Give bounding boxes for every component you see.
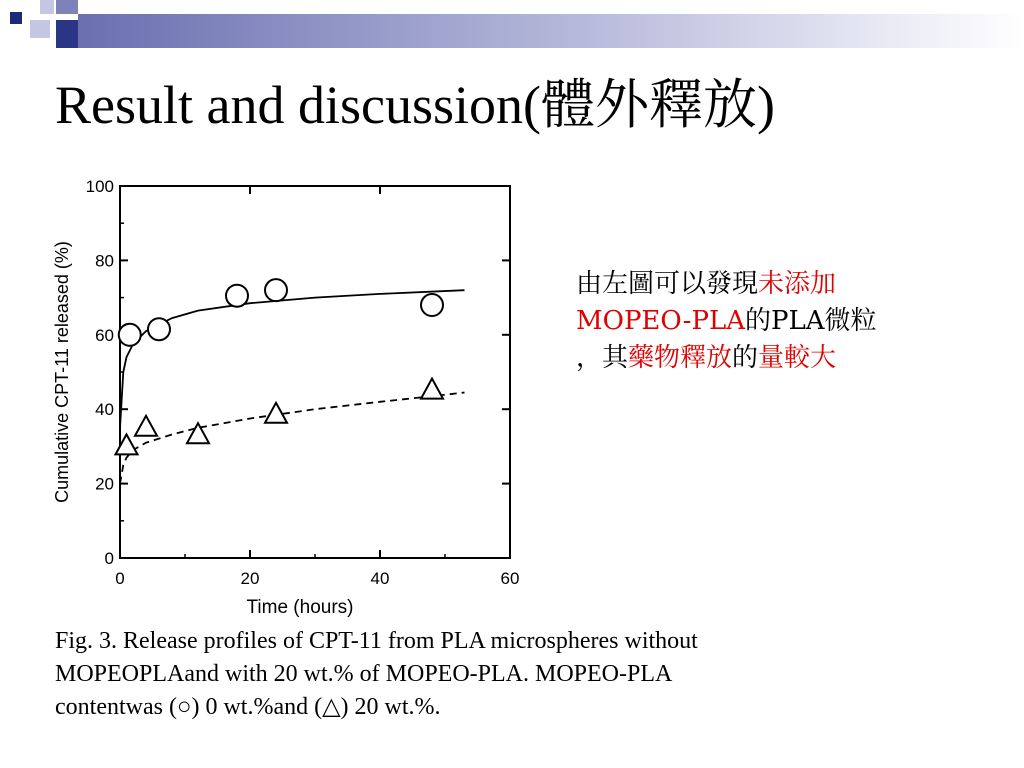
caption-line-1: Fig. 3. Release profiles of CPT-11 from PLA microspheres without [55, 628, 698, 654]
y-tick-label: 0 [104, 549, 114, 568]
header-gradient-bar [78, 14, 1024, 48]
note-highlight: 未添加 [758, 269, 837, 299]
y-tick-label: 40 [95, 400, 114, 420]
note-highlight: 藥物釋放 [628, 343, 733, 373]
note-text: 的PLA微粒 [745, 306, 877, 336]
y-tick-label: 80 [95, 251, 114, 271]
release-profile-chart [50, 168, 530, 628]
circle-data-point [119, 324, 141, 346]
circle-series-fit-line [120, 290, 465, 428]
caption-line-2: MOPEOPLAand with 20 wt.% of MOPEO-PLA. MOPEO-PLA [55, 661, 673, 687]
caption-line-3: contentwas (○) 0 wt.%and (△) 20 wt.%. [55, 694, 441, 720]
y-tick-label: 60 [95, 325, 114, 345]
y-tick-label: 20 [95, 474, 114, 494]
circle-data-point [226, 285, 248, 307]
observation-note [576, 266, 986, 377]
note-highlight: 量較大 [758, 343, 837, 373]
x-tick-label: 40 [370, 569, 390, 588]
note-line-3 [576, 340, 986, 377]
note-text: 由左圖可以發現 [576, 269, 759, 299]
x-axis-label: Time (hours) [246, 597, 354, 618]
note-line-1 [576, 266, 986, 303]
triangle-data-point [135, 416, 157, 436]
decorative-header-band [0, 0, 1024, 48]
note-line-2 [576, 303, 986, 340]
triangle-data-point [421, 379, 443, 399]
y-tick-label: 100 [85, 177, 114, 196]
slide-title: Result and discussion(體外釋放) [55, 75, 775, 135]
deco-square-mid [56, 0, 78, 14]
x-tick-label: 0 [115, 569, 125, 588]
note-highlight: MOPEO-PLA [576, 306, 745, 336]
circle-data-point [421, 294, 443, 316]
deco-square-dark [10, 12, 22, 24]
deco-square-light-2 [30, 20, 50, 38]
figure-caption [55, 625, 955, 724]
note-text: ，其 [576, 343, 629, 373]
deco-square-dark-2 [56, 20, 78, 48]
triangle-data-point [116, 434, 138, 454]
circle-data-point [265, 279, 287, 301]
triangle-series-fit-line [120, 393, 465, 484]
x-tick-label: 60 [500, 569, 520, 588]
chart-svg [50, 168, 530, 623]
y-axis-label: Cumulative CPT-11 released (%) [52, 241, 72, 503]
deco-square-light [40, 0, 54, 14]
x-tick-label: 20 [240, 569, 260, 588]
plot-frame [120, 186, 510, 558]
circle-data-point [148, 318, 170, 340]
note-text: 的 [732, 343, 759, 373]
